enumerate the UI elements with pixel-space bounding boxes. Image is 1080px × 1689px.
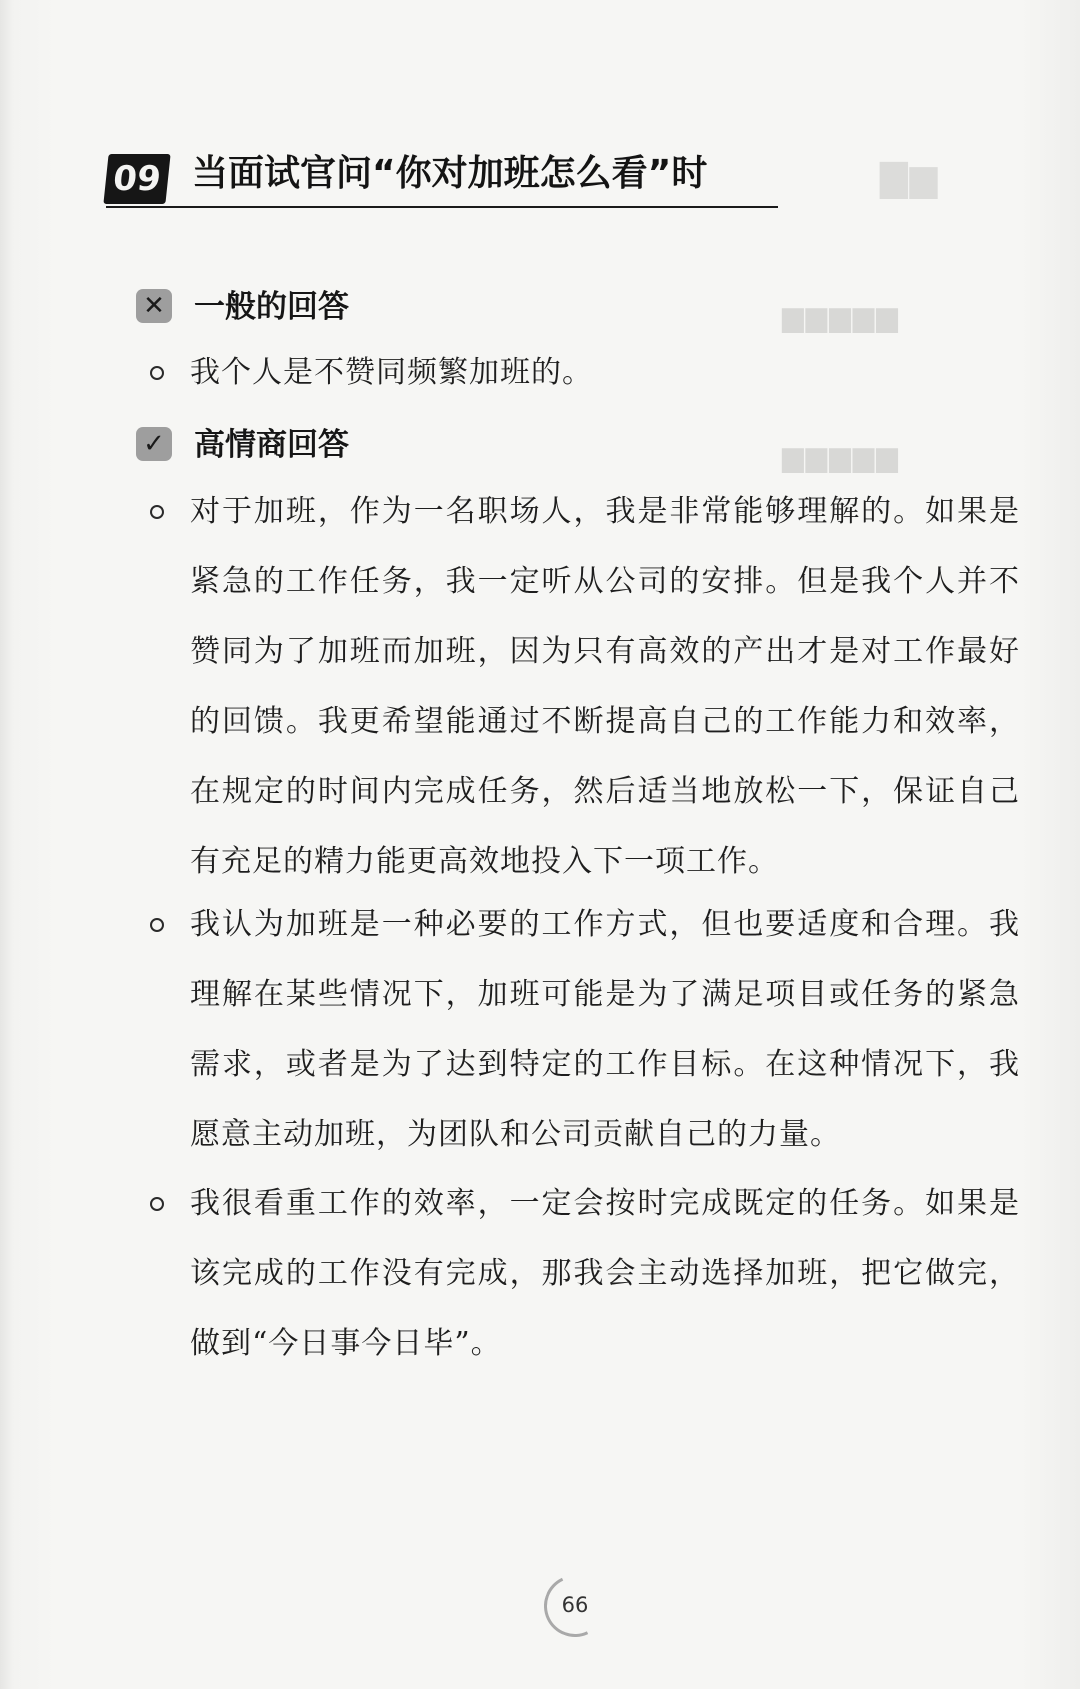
bullet-icon xyxy=(150,918,164,932)
cross-icon: ✕ xyxy=(136,289,172,323)
page-title: 当面试官问“你对加班怎么看”时 xyxy=(192,153,708,194)
title-underline xyxy=(106,206,778,208)
bullet-icon xyxy=(150,505,164,519)
bleed-through-heading: ▆▆▆▆▆ xyxy=(782,300,900,333)
bullet-icon xyxy=(150,1197,164,1211)
high-eq-answer-1: 对于加班，作为一名职场人，我是非常能够理解的。如果是紧急的工作任务，我一定听从公司的安排。但是我个人并不赞同为了加班而加班，因为只有高效的产出才是对工作最好的回馈。我更希望能通过不断提高自己的工作能力和效率，在规定的时间内完成任务，然后适当地放松一下，保证自己有充足的精力能更高效地投入下一项工作。 xyxy=(190,494,1020,879)
check-icon: ✓ xyxy=(136,427,172,461)
section-title-block xyxy=(106,146,778,206)
high-eq-answer-2: 我认为加班是一种必要的工作方式，但也要适度和合理。我理解在某些情况下，加班可能是为了满足项目或任务的紧急需求，或者是为了达到特定的工作目标。在这种情况下，我愿意主动加班，为团队和公司贡献自己的力量。 xyxy=(190,907,1020,1152)
section-heading-label: 高情商回答 xyxy=(194,427,349,463)
general-answer-text: 我个人是不赞同频繁加班的。 xyxy=(190,355,593,390)
page-number: 66 xyxy=(561,1593,589,1617)
section-heading-label: 一般的回答 xyxy=(194,289,349,325)
bleed-through-heading-2: ▆▆▆▆▆ xyxy=(782,440,900,473)
bullet-icon xyxy=(150,366,164,380)
chapter-number-badge: 09 xyxy=(103,154,170,204)
high-eq-answer-3: 我很看重工作的效率，一定会按时完成既定的任务。如果是该完成的工作没有完成，那我会主动选择加班，把它做完，做到“今日事今日毕”。 xyxy=(190,1186,1020,1361)
bleed-through-title: ▇▆ xyxy=(880,158,940,199)
